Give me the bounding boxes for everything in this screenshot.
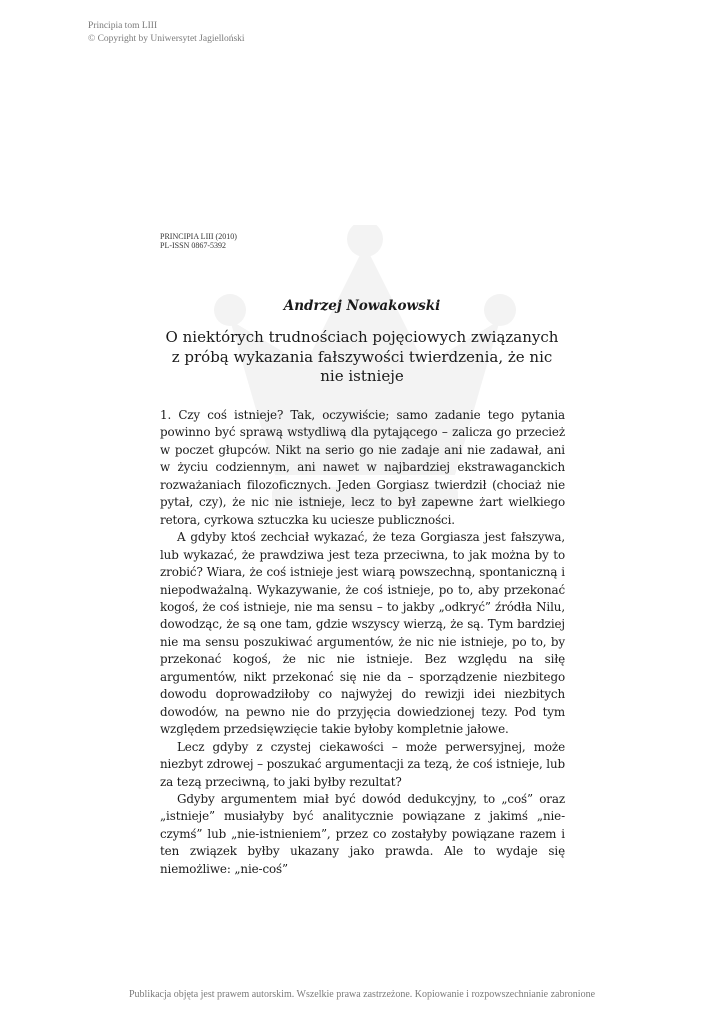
paragraph-1: 1. Czy coś istnieje? Tak, oczywiście; samo zadanie tego pytania powinno być sprawą wstydliwą dla pytającego – zalicza go przecież w poczet głupców. Nikt na serio go nie zadaje ani nie zadawał, ani w życiu codziennym, ani nawet w najbardziej ekstrawaganckich rozważaniach filozoficznych. Jeden Gorgiasz twierdził (chociaż nie pytał, czy), że nic nie istnieje, lecz to był zapewne żart wielkiego retora, cyrkowa sztuczka ku uciesze publiczności. xyxy=(160,408,565,527)
journal-info xyxy=(160,232,237,250)
article-author: Andrzej Nowakowski xyxy=(283,298,441,314)
article-title: O niektórych trudnościach pojęciowych związanych z próbą wykazania fałszywości twierdzenia, że nic nie istnieje xyxy=(165,328,559,385)
copyright-header xyxy=(88,20,245,46)
paragraph-3: Lecz gdyby z czystej ciekawości – może perwersyjnej, może niezbyt zdrowej – poszukać argumentacji za tezą, że coś istnieje, lub za tezą przeciwną, to jaki byłby rezultat? xyxy=(160,739,566,789)
paragraph-4: Gdyby argumentem miał być dowód dedukcyjny, to „coś” oraz „istnieje” musiałyby być analitycznie powiązane z jakimś „nie-czymś” lub „nie-istnieniem”, przez co zostałyby powiązane razem i ten związek byłby ukazany jako prawda. Ale to wydaje się niemożliwe: „nie-coś” xyxy=(160,791,565,876)
journal-volume: PRINCIPIA LIII (2010) xyxy=(160,232,237,241)
article-body xyxy=(160,407,565,878)
copyright-line-2: © Copyright by Uniwersytet Jagielloński xyxy=(88,34,245,44)
copyright-line-1: Principia tom LIII xyxy=(88,21,158,31)
paragraph-2: A gdyby ktoś zechciał wykazać, że teza Gorgiasza jest fałszywa, lub wykazać, że prawdziwa jest teza przeciwna, to jak można by to zrobić? Wiara, że coś istnieje jest wiarą powszechną, spontaniczną i niepodważalną. Wykazywanie, że coś istnieje, po to, aby przekonać kogoś, że coś istnieje, nie ma sensu – to jakby „odkryć” źródła Nilu, dowodząc, że są one tam, gdzie wszyscy wierzą, że są. Tym bardziej nie ma sensu poszukiwać argumentów, że nic nie istnieje, po to, by przekonać kogoś, że nic nie istnieje. Bez względu na siłę argumentów, nikt przekonać się nie da – sporządzenie niezbitego dowodu doprowadziłoby co najwyżej do rewizji idei niezbitych dowodów, na pewno nie do przyjęcia dowiedzionej tezy. Pod tym względem przedsięwzięcie takie byłoby kompletnie jałowe. xyxy=(160,530,565,737)
copyright-footer: Publikacja objęta jest prawem autorskim. Wszelkie prawa zastrzeżone. Kopiowanie i rozpowszechnianie zabronione xyxy=(128,989,596,1000)
journal-issn: PL-ISSN 0867-5392 xyxy=(160,241,227,250)
